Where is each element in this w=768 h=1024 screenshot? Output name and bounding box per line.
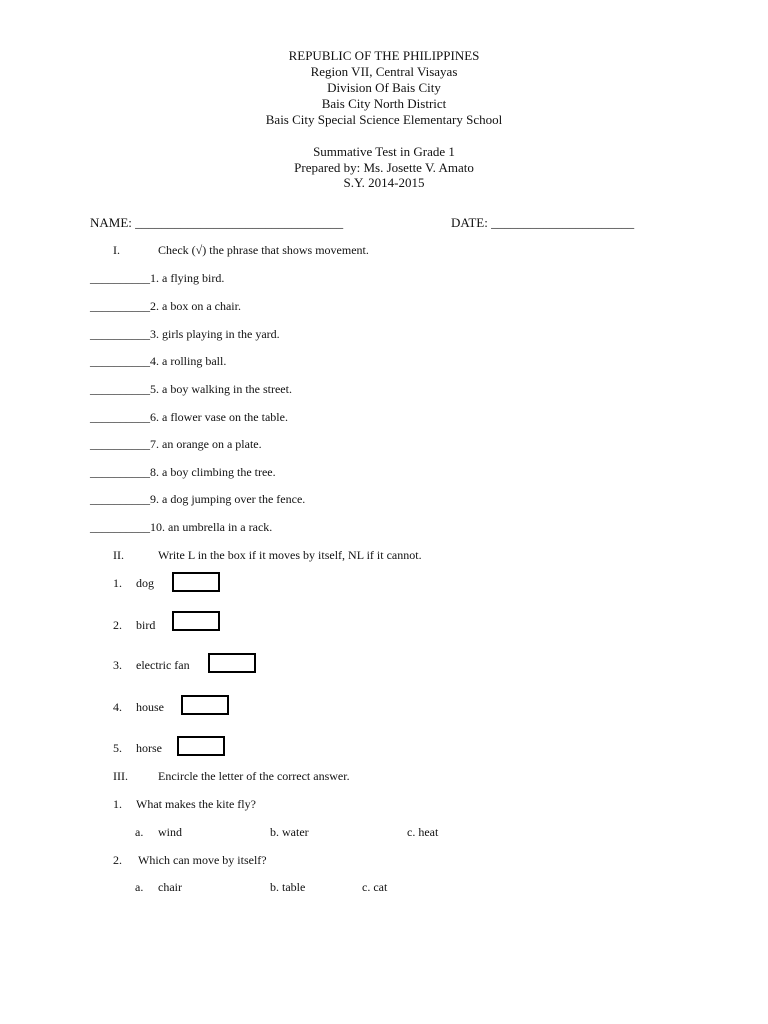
header-district: Bais City North District: [321, 96, 447, 111]
question-text: Which can move by itself?: [138, 853, 267, 867]
part1-item[interactable]: __________9. a dog jumping over the fence.: [90, 492, 306, 506]
part2-item-word: electric fan: [136, 658, 190, 672]
part1-item[interactable]: __________6. a flower vase on the table.: [90, 410, 288, 424]
header-school: Bais City Special Science Elementary School: [265, 112, 503, 127]
header-republic: REPUBLIC OF THE PHILIPPINES: [288, 48, 480, 63]
answer-box[interactable]: [181, 695, 229, 715]
prepared-by: Prepared by: Ms. Josette V. Amato: [294, 160, 474, 175]
part3-instruction: Encircle the letter of the correct answer.: [158, 769, 350, 783]
part2-item-word: bird: [136, 618, 156, 632]
school-year: S.Y. 2014-2015: [343, 175, 425, 190]
question-text: What makes the kite fly?: [136, 797, 256, 811]
choice-c[interactable]: c. heat: [407, 825, 439, 839]
part1-item[interactable]: __________8. a boy climbing the tree.: [90, 465, 276, 479]
part3-numeral: III.: [113, 769, 128, 783]
part2-item-word: horse: [136, 741, 162, 755]
part2-item-number: 2.: [113, 618, 122, 632]
question-number: 1.: [113, 797, 122, 811]
answer-box[interactable]: [177, 736, 225, 756]
date-field[interactable]: DATE: ______________________: [451, 215, 635, 230]
choice-c[interactable]: c. cat: [362, 880, 388, 894]
header-division: Division Of Bais City: [327, 80, 441, 95]
test-title: Summative Test in Grade 1: [313, 144, 455, 159]
part1-numeral: I.: [113, 243, 120, 257]
choice-text[interactable]: chair: [158, 880, 182, 894]
part1-item[interactable]: __________10. an umbrella in a rack.: [90, 520, 273, 534]
choice-letter[interactable]: a.: [135, 880, 144, 894]
choice-b[interactable]: b. table: [270, 880, 306, 894]
part2-item-word: dog: [136, 576, 154, 590]
part1-item[interactable]: __________7. an orange on a plate.: [90, 437, 262, 451]
choice-text[interactable]: wind: [158, 825, 182, 839]
answer-box[interactable]: [172, 572, 220, 592]
part2-numeral: II.: [113, 548, 124, 562]
part1-item[interactable]: __________4. a rolling ball.: [90, 354, 227, 368]
part1-instruction: Check (√) the phrase that shows movement.: [158, 243, 369, 257]
answer-box[interactable]: [208, 653, 256, 673]
part2-instruction: Write L in the box if it moves by itself, NL if it cannot.: [158, 548, 422, 562]
part2-item-number: 3.: [113, 658, 122, 672]
part2-item-number: 5.: [113, 741, 122, 755]
header-region: Region VII, Central Visayas: [310, 64, 458, 79]
choice-b[interactable]: b. water: [270, 825, 309, 839]
part2-item-word: house: [136, 700, 164, 714]
part1-item[interactable]: __________3. girls playing in the yard.: [90, 327, 280, 341]
part2-item-number: 4.: [113, 700, 122, 714]
choice-letter[interactable]: a.: [135, 825, 144, 839]
answer-box[interactable]: [172, 611, 220, 631]
part1-item[interactable]: __________5. a boy walking in the street.: [90, 382, 292, 396]
name-field[interactable]: NAME: ________________________________: [90, 215, 344, 230]
part1-item[interactable]: __________1. a flying bird.: [90, 271, 225, 285]
part1-item[interactable]: __________2. a box on a chair.: [90, 299, 241, 313]
question-number: 2.: [113, 853, 122, 867]
part2-item-number: 1.: [113, 576, 122, 590]
